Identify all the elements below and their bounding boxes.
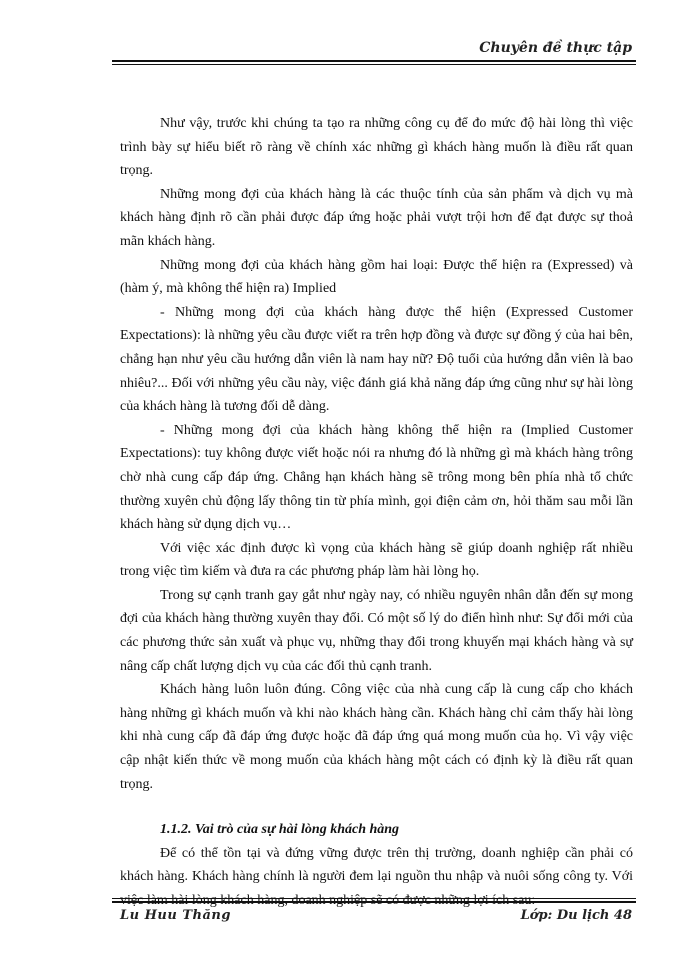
- footer-author: Lu Huu Thăng: [120, 908, 231, 923]
- header-title: Chuyên đề thực tập: [479, 40, 632, 56]
- footer-rule-thin: [112, 898, 636, 899]
- document-body: [120, 112, 633, 913]
- footer-class: Lớp: Du lịch 48: [520, 908, 632, 923]
- paragraph: Những mong đợi của khách hàng gồm hai loại: Được thể hiện ra (Expressed) và (hàm ý, mà không thể hiện ra) Implied: [120, 257, 633, 297]
- paragraph: Những mong đợi của khách hàng là các thuộc tính của sản phẩm và dịch vụ mà khách hàng định rõ cần phải được đáp ứng hoặc phải vượt trội hơn để đạt được sự thoả mãn khách hàng.: [120, 186, 633, 249]
- paragraph: Như vậy, trước khi chúng ta tạo ra những công cụ để đo mức độ hài lòng thì việc trình bày sự hiểu biết rõ ràng về chính xác những gì khách hàng muốn là điều rất quan trọng.: [120, 116, 633, 179]
- paragraph: Để có thể tồn tại và đứng vững được trên thị trường, doanh nghiệp cần phải có khách hàng. Khách hàng chính là người đem lại nguồn thu nhập và nuôi sống công ty. Với: [120, 845, 633, 885]
- paragraph: Khách hàng luôn luôn đúng. Công việc của nhà cung cấp là cung cấp cho khách hàng những gì khách muốn và khi nào khách hàng cần. Khách hàng chỉ cảm thấy hài lòng khi nhà cung cấp đã đáp ứng được hoặc đã đáp ứng quá mong muốn của họ. Vì vậy việc cập nhật kiến thức về mong muốn của khách hàng một cách có định kỳ là điều rất quan trọng.: [120, 682, 633, 792]
- header-rule-thick: [112, 60, 636, 62]
- paragraph: Trong sự cạnh tranh gay gắt như ngày nay, có nhiều nguyên nhân dẫn đến sự mong đợi của khách hàng thường xuyên thay đổi. Có một số lý do điển hình như: Sự đổi mới của các phương thức sản xuất và phục vụ, những thay đổi trong khuyến mại khách hàng và sự nâng cấp chất lượng dịch vụ của các đối thủ cạnh tranh.: [120, 587, 633, 674]
- section-heading: 1.1.2. Vai trò của sự hài lòng khách hàng: [160, 822, 400, 838]
- header-rule-thin: [112, 64, 636, 65]
- footer-rule-thick: [112, 901, 636, 903]
- paragraph: Với việc xác định được kì vọng của khách hàng sẽ giúp doanh nghiệp rất nhiều trong việc tìm kiếm và đưa ra các phương pháp làm hài lòng họ.: [120, 540, 633, 580]
- paragraph: - Những mong đợi của khách hàng không thể hiện ra (Implied Customer Expectations): tuy không được viết hoặc nói ra nhưng đó là những gì mà khách hàng trông chờ nhà cung cấp đáp ứng. Chẳng hạn khách hàng sẽ trông mong bên phía nhà tổ chức thường xuyên chủ động lấy thông tin từ phía mình, gọi điện cảm ơn, hỏi thăm sau mỗi lần khách hàng sử dụng dịch vụ…: [120, 422, 633, 533]
- paragraph: - Những mong đợi của khách hàng được thể hiện (Expressed Customer Expectations): là những yêu cầu được viết ra trên hợp đồng và được sự đồng ý của hai bên, chẳng hạn như yêu cầu hướng dẫn viên là nam hay nữ? Độ tuổi của hướng dẫn viên là bao nhiêu?... Đối với những yêu cầu này, việc đánh giá khả năng đáp ứng cũng như sự hài lòng của khách hàng là tương đối dễ dàng.: [120, 304, 633, 415]
